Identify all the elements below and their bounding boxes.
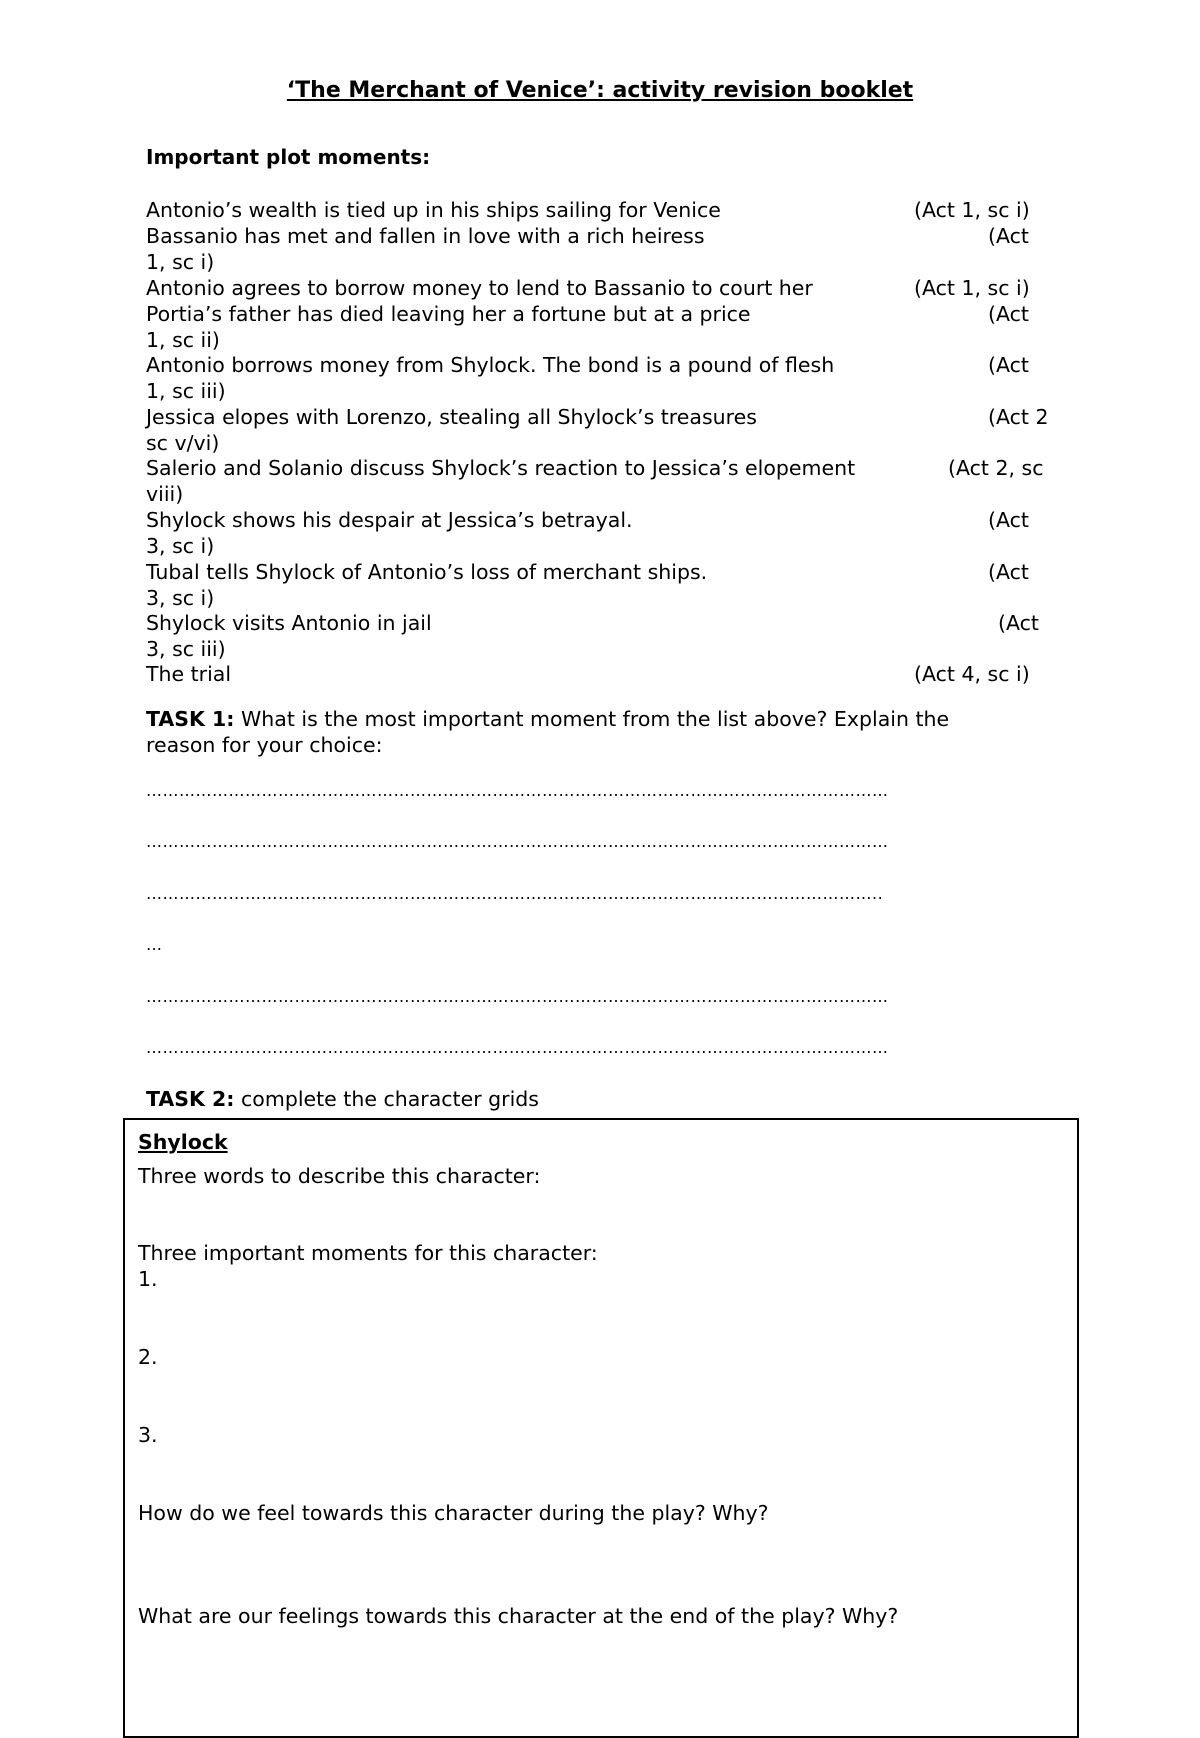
- plot-moment-ref-cont: 3, sc iii): [146, 637, 226, 661]
- section-heading: Important plot moments:: [146, 145, 431, 169]
- plot-moment-ref-cont: 1, sc iii): [146, 379, 226, 403]
- task2-heading: [146, 1086, 539, 1112]
- prompt-feelings-end: What are our feelings towards this character at the end of the play? Why?: [138, 1604, 899, 1628]
- plot-moment-text: Antonio borrows money from Shylock. The bond is a pound of flesh: [146, 353, 835, 377]
- plot-moment-ref: (Act 4, sc i): [914, 662, 1030, 686]
- character-grid-shylock: [123, 1118, 1079, 1738]
- plot-moment-ref-cont: 1, sc ii): [146, 328, 220, 352]
- character-name: Shylock: [138, 1130, 228, 1154]
- plot-moment-ref-cont: sc v/vi): [146, 431, 220, 455]
- moment-item-1: 1.: [138, 1267, 158, 1291]
- answer-line[interactable]: ………………………………………………………………………………………………………………………: [146, 987, 889, 1006]
- moment-item-2: 2.: [138, 1345, 158, 1369]
- task1-text-cont: reason for your choice:: [146, 733, 383, 757]
- plot-moment-ref-cont: viii): [146, 482, 184, 506]
- plot-moment-ref: (Act 2, sc: [948, 456, 1044, 480]
- plot-moment-text: Salerio and Solanio discuss Shylock’s reaction to Jessica’s elopement: [146, 456, 856, 480]
- plot-moment-text: Portia’s father has died leaving her a fortune but at a price: [146, 302, 751, 326]
- plot-moment-text: Tubal tells Shylock of Antonio’s loss of merchant ships.: [146, 560, 708, 584]
- plot-moment-ref-cont: 3, sc i): [146, 534, 215, 558]
- answer-line[interactable]: …: [146, 935, 163, 954]
- plot-moment-ref: (Act: [988, 508, 1029, 532]
- plot-moment-ref-cont: 1, sc i): [146, 250, 215, 274]
- task2-text: complete the character grids: [234, 1087, 539, 1111]
- plot-moment-ref: (Act: [988, 353, 1029, 377]
- task1-label: TASK 1:: [146, 707, 235, 731]
- plot-moment-ref: (Act: [988, 560, 1029, 584]
- plot-moment-ref: (Act 2: [988, 405, 1049, 429]
- task1-heading: [146, 706, 949, 732]
- answer-line[interactable]: ………………………………………………………………………………………………………………………: [146, 1038, 889, 1057]
- prompt-three-moments: Three important moments for this character:: [138, 1241, 598, 1265]
- plot-moment-ref: (Act 1, sc i): [914, 276, 1030, 300]
- plot-moment-text: Antonio agrees to borrow money to lend to Bassanio to court her: [146, 276, 813, 300]
- answer-line[interactable]: ……………………………………………………………………………………………………………………..: [146, 884, 884, 903]
- plot-moment-text: Jessica elopes with Lorenzo, stealing all Shylock’s treasures: [146, 405, 757, 429]
- plot-moment-ref: (Act: [998, 611, 1039, 635]
- prompt-feelings-during: How do we feel towards this character during the play? Why?: [138, 1501, 769, 1525]
- plot-moment-text: Bassanio has met and fallen in love with a rich heiress: [146, 224, 705, 248]
- task1-text: What is the most important moment from the list above? Explain the: [234, 707, 950, 731]
- answer-line[interactable]: ………………………………………………………………………………………………………………………: [146, 781, 889, 800]
- prompt-three-words: Three words to describe this character:: [138, 1164, 541, 1188]
- plot-moment-ref-cont: 3, sc i): [146, 586, 215, 610]
- plot-moment-ref: (Act 1, sc i): [914, 198, 1030, 222]
- document-title: ‘The Merchant of Venice’: activity revision booklet: [286, 78, 914, 103]
- plot-moment-ref: (Act: [988, 302, 1029, 326]
- task2-label: TASK 2:: [146, 1087, 235, 1111]
- plot-moment-text: Antonio’s wealth is tied up in his ships sailing for Venice: [146, 198, 721, 222]
- answer-line[interactable]: ………………………………………………………………………………………………………………………: [146, 832, 889, 851]
- plot-moment-text: Shylock visits Antonio in jail: [146, 611, 432, 635]
- plot-moment-ref: (Act: [988, 224, 1029, 248]
- moment-item-3: 3.: [138, 1423, 158, 1447]
- plot-moment-text: The trial: [146, 662, 232, 686]
- plot-moment-text: Shylock shows his despair at Jessica’s betrayal.: [146, 508, 633, 532]
